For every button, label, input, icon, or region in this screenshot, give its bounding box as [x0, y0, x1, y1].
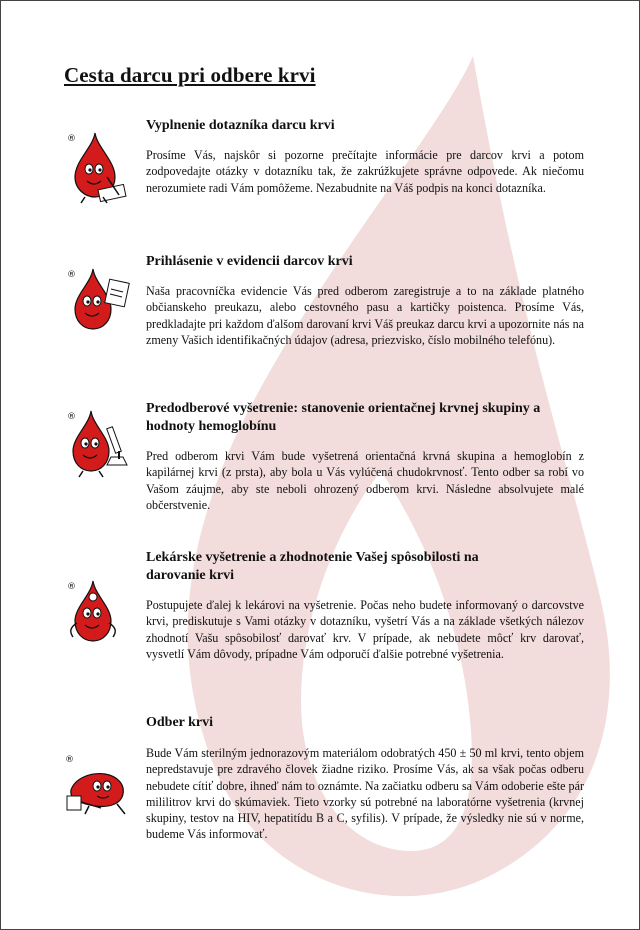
svg-text:®: ® — [67, 412, 76, 422]
section-heading: Odber krvi — [146, 715, 214, 730]
section-body: Postupujete ďalej k lekárovi na vyšetrenie. Počas neho budete informovaný o darcovstve krvi, prediskutuje s Vami otázky v dotazníku, vyšetrí Vás a na základe všetkých nálezov zhodnotí Vašu spôsobilosť darovať krv. V prípade, ak nebudete môcť krv darovať, vysvetlí Vám dôvody, prípadne Vám odporučí ďalšie potrebné vyšetrenia. — [146, 598, 584, 661]
svg-text:®: ® — [65, 755, 74, 765]
svg-text:®: ® — [67, 270, 76, 280]
page-title: Cesta darcu pri odbere krvi — [64, 63, 316, 87]
section-body: Pred odberom krvi Vám bude vyšetrená orientačná krvná skupina a hemoglobín z kapilárnej krvi (z prsta), aby bola u Vás vylúčená chudokrvnosť. Tento odber sa robí vo Vašom záujme, aby ste neboli ohrozený odberom krvi. Následne absolvujete malé občerstvenie. — [146, 449, 584, 512]
section-heading: Lekárske vyšetrenie a zhodnotenie Vašej spôsobilosti na darovanie krvi — [146, 550, 479, 583]
section-heading: Predodberové vyšetrenie: stanovenie orientačnej krvnej skupiny a hodnoty hemoglobínu — [146, 401, 541, 434]
section-body: Bude Vám sterilným jednorazovým materiálom odobratých 450 ± 50 ml krvi, tento objem nepredstavuje pre zdravého človek žiadne riziko. Prosíme Vás, ak sa však počas odberu nebudete cítiť dobre, ihneď nám to oznámte. Na začiatku odberu sa Vám odoberie ešte pár mililitrov krvi do skúmaviek. Tieto vzorky sú potrebné na laboratórne vyšetrenia (krvnej skupiny, testov na HIV, hepatitídu B a C, syfilis). V prípade, že výsledky nie sú v norme, budeme Vás informovať. — [146, 746, 584, 842]
blood-drop-doctor-icon — [63, 577, 133, 647]
section-body: Naša pracovníčka evidencie Vás pred odberom zaregistruje a to na základe platného občianskeho preukazu, alebo cestovného pasu a kartičky poistenca. Prosíme Vás, predkladajte pri každom ďalšom darovaní krvi Váš preukaz darcu krvi a upozornite nás na zmeny Vašich identifikačných údajov (adresa, priezvisko, číslo mobilného telefónu). — [146, 284, 584, 347]
section-heading: Vyplnenie dotazníka darcu krvi — [146, 118, 335, 133]
blood-drop-microscope-icon — [63, 407, 133, 483]
blood-drop-reclining-icon — [61, 750, 133, 818]
section-body: Prosíme Vás, najskôr si pozorne prečítajte informácie pre darcov krvi a potom zodpovedajte otázky v dotazníku tak, že zakrúžkujete správne odpovede. Ak niečomu nerozumiete radi Vám pomôžeme. Nezabudnite na Váš podpis na konci dotazníka. — [146, 148, 584, 195]
blood-drop-id-card-icon — [63, 265, 133, 335]
svg-text:®: ® — [67, 582, 76, 592]
svg-text:®: ® — [67, 134, 76, 144]
blood-drop-writing-icon — [63, 129, 133, 205]
section-heading: Prihlásenie v evidencii darcov krvi — [146, 254, 353, 269]
